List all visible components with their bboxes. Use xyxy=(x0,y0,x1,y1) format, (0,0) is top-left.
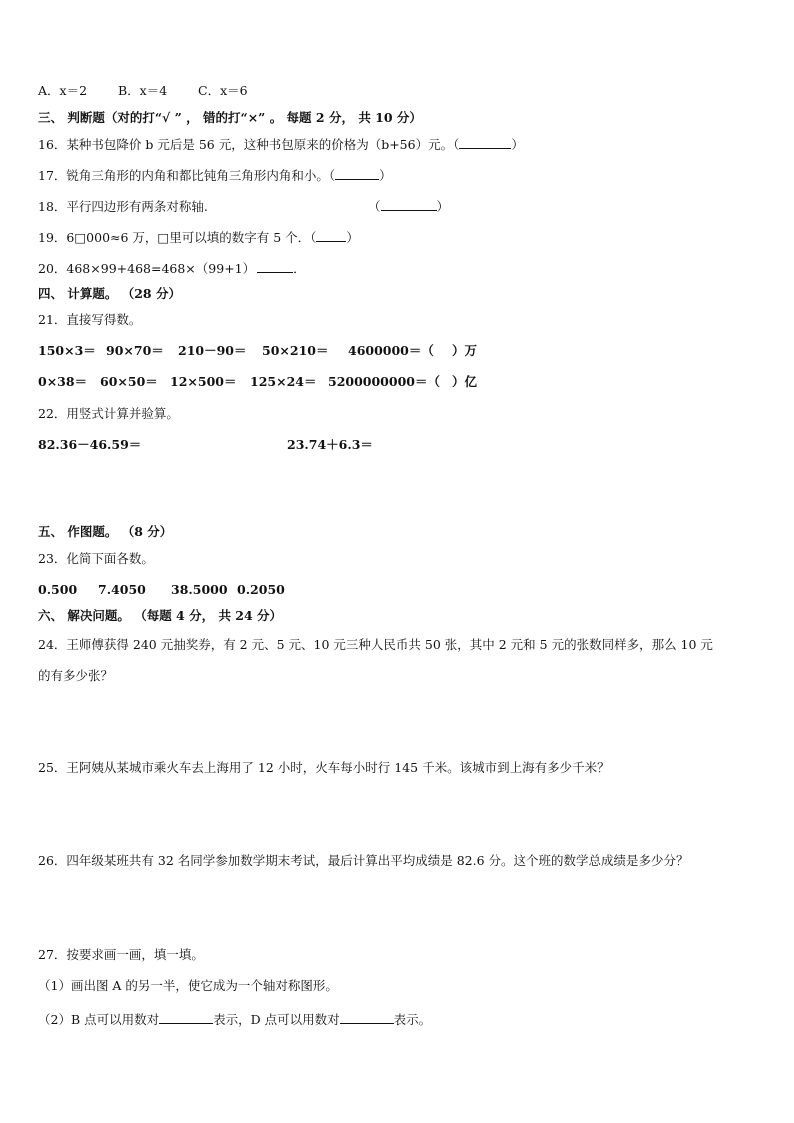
question-18-close: ） xyxy=(436,199,450,214)
question-23-title: 23．化简下面各数。 xyxy=(38,551,154,566)
question-18-answer-blank[interactable] xyxy=(381,198,437,211)
question-22-title: 22．用竖式计算并验算。 xyxy=(38,406,179,421)
question-20-tail: ． xyxy=(293,261,306,276)
question-19-close: ） xyxy=(346,230,359,245)
question-17-close: ） xyxy=(379,168,392,183)
calc-item: 210－90＝ xyxy=(178,343,247,358)
question-20-answer-blank[interactable] xyxy=(257,260,293,273)
question-27-part-2-b: 表示，D 点可以用数对 xyxy=(213,1012,340,1027)
calc-item: 150×3＝ xyxy=(38,343,96,358)
choice-b: B．x＝4 xyxy=(118,83,168,98)
question-26: 26．四年级某班共有 32 名同学参加数学期末考试，最后计算出平均成绩是 82.6 分。这个班的数学总成绩是多少分？ xyxy=(38,853,689,868)
question-20-text: 20．468×99+468=468×（99+1） xyxy=(38,261,256,276)
question-24-line-1: 24．王师傅获得 240 元抽奖券，有 2 元、5 元、10 元三种人民币共 50 张，其中 2 元和 5 元的张数同样多，那么 10 元 xyxy=(38,637,713,652)
calc-unit-yi: ）亿 xyxy=(452,374,478,389)
question-21-title: 21．直接写得数。 xyxy=(38,312,142,327)
question-16-close: ） xyxy=(511,137,524,152)
question-19-text: 19．6□000≈6 万，□里可以填的数字有 5 个．（ xyxy=(38,230,317,245)
calc-item: 60×50＝ xyxy=(100,374,158,389)
question-21-row-2 xyxy=(38,374,477,390)
question-27-part-2-a: （2）B 点可以用数对 xyxy=(38,1012,160,1027)
choices-row xyxy=(38,83,248,99)
question-18-text: 18．平行四边形有两条对称轴. xyxy=(38,199,208,214)
section-4-heading: 四、 计算题。 （28 分） xyxy=(38,286,181,301)
question-18 xyxy=(38,198,449,215)
question-23-numbers xyxy=(38,582,285,598)
question-21-row-1 xyxy=(38,343,477,359)
question-17-text: 17．锐角三角形的内角和都比钝角三角形内角和小。（ xyxy=(38,168,336,183)
question-17 xyxy=(38,167,392,184)
question-19 xyxy=(38,229,359,246)
calc-item: 5200000000＝（ xyxy=(328,374,440,389)
question-16-answer-blank[interactable] xyxy=(459,136,511,149)
simplify-number: 0.2050 xyxy=(237,582,285,597)
question-19-answer-blank[interactable] xyxy=(316,229,346,242)
point-d-blank[interactable] xyxy=(340,1011,394,1024)
question-27-title: 27．按要求画一画，填一填。 xyxy=(38,947,204,962)
question-25: 25．王阿姨从某城市乘火车去上海用了 12 小时，火车每小时行 145 千米。该城市到上海有多少千米？ xyxy=(38,760,610,775)
calc-item: 12×500＝ xyxy=(170,374,237,389)
simplify-number: 38.5000 xyxy=(171,582,228,597)
question-24-line-2: 的有多少张？ xyxy=(38,668,114,683)
question-16 xyxy=(38,136,524,153)
section-5-heading: 五、 作图题。 （8 分） xyxy=(38,524,173,539)
question-18-open: （ xyxy=(368,199,381,214)
calc-unit-wan: ）万 xyxy=(452,343,478,358)
section-3-heading: 三、 判断题（对的打“√ ” ， 错的打“×” 。 每题 2 分， 共 10 分） xyxy=(38,110,422,125)
vertical-calc-2: 23.74＋6.3＝ xyxy=(287,437,373,452)
question-27-part-2 xyxy=(38,1011,431,1028)
calc-item: 50×210＝ xyxy=(262,343,329,358)
calc-item: 4600000＝（ xyxy=(348,343,434,358)
section-6-heading: 六、 解决问题。 （每题 4 分， 共 24 分） xyxy=(38,608,283,623)
calc-item: 125×24＝ xyxy=(250,374,317,389)
simplify-number: 0.500 xyxy=(38,582,78,597)
question-20 xyxy=(38,260,306,277)
choice-c: C．x＝6 xyxy=(198,83,248,98)
vertical-calc-1: 82.36－46.59＝ xyxy=(38,437,142,452)
point-b-blank[interactable] xyxy=(159,1011,213,1024)
calc-item: 0×38＝ xyxy=(38,374,88,389)
question-16-text: 16．某种书包降价 b 元后是 56 元，这种书包原来的价格为（b+56）元。（ xyxy=(38,137,460,152)
calc-item: 90×70＝ xyxy=(106,343,164,358)
choice-a: A．x＝2 xyxy=(38,83,88,98)
question-17-answer-blank[interactable] xyxy=(335,167,379,180)
question-27-part-2-c: 表示。 xyxy=(393,1012,432,1027)
question-27-part-1: （1）画出图 A 的另一半，使它成为一个轴对称图形。 xyxy=(38,978,338,993)
question-22-expressions xyxy=(38,437,373,453)
simplify-number: 7.4050 xyxy=(98,582,146,597)
